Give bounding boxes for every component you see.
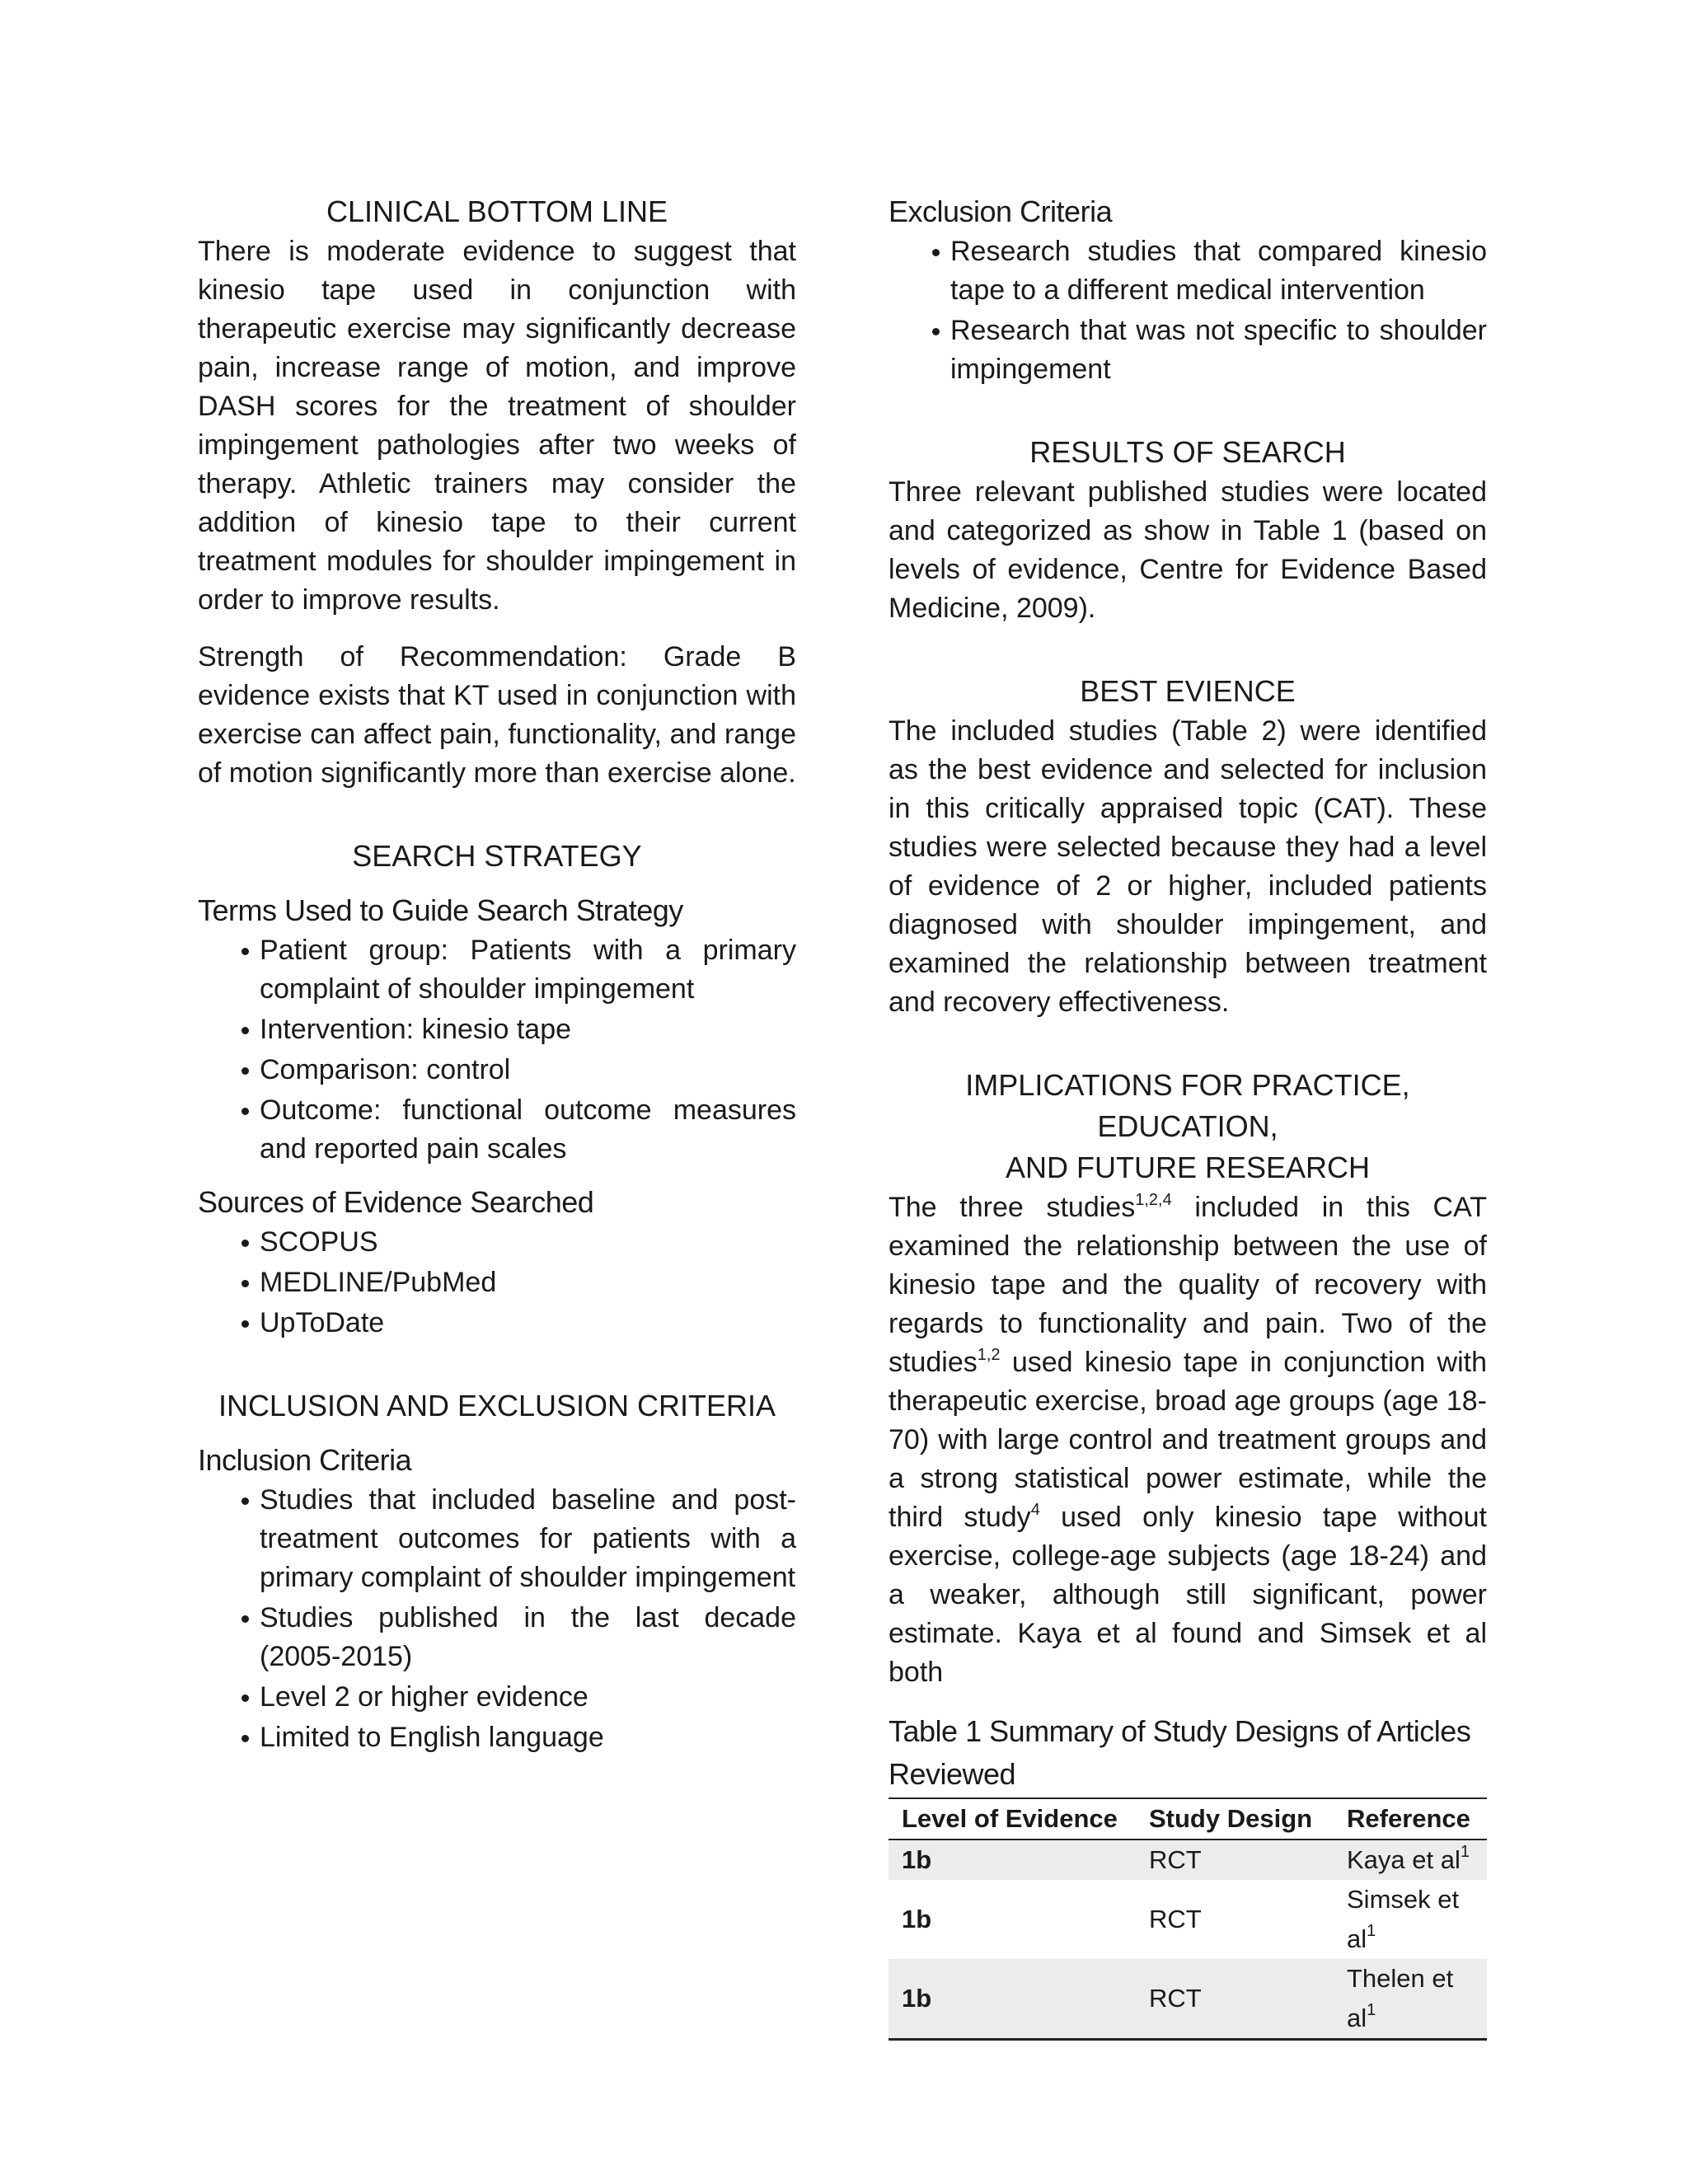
list-item: Comparison: control: [260, 1051, 796, 1090]
list-item: Studies published in the last decade (2005-2015): [260, 1599, 796, 1676]
table-cell: Kaya et $al^1$: [1334, 1840, 1487, 1880]
list-item: Intervention: kinesio tape: [260, 1010, 796, 1049]
list-item: UpToDate: [260, 1304, 796, 1343]
best-evidence-text: The included studies (Table 2) were identified as the best evidence and selected for inclusion in this critically appraised topic (CAT). These studies were selected because they had a level of evidence of 2 or higher, included patients diagnosed with shoulder impingement, and examined the relationship between treatment and recovery effectiveness.: [889, 715, 1487, 1018]
study-design-table: [889, 1797, 1487, 2041]
table-row: [889, 1959, 1487, 2040]
table-cell: RCT: [1136, 1840, 1334, 1880]
implications-heading: [889, 1065, 1487, 1188]
implications-heading-line-2: AND FUTURE RESEARCH: [1005, 1151, 1371, 1184]
table-header-row: [889, 1798, 1487, 1840]
column-header: Reference: [1334, 1798, 1487, 1840]
citation-superscript: 1,2,4: [1135, 1191, 1172, 1209]
exclusion-list: [889, 232, 1487, 389]
sources-heading: Sources of Evidence Searched: [198, 1185, 594, 1219]
table-cell: Thelen et $al^1$: [1334, 1959, 1487, 2040]
list-item: Limited to English language: [260, 1718, 796, 1757]
list-item: Research that was not specific to shoulder impingement: [950, 312, 1487, 389]
column-header: Study Design: [1136, 1798, 1334, 1840]
inclusion-exclusion-heading: INCLUSION AND EXCLUSION CRITERIA: [218, 1389, 776, 1422]
list-item: Research studies that compared kinesio tape to a different medical intervention: [950, 232, 1487, 310]
citation-superscript: 1,2: [977, 1346, 1001, 1364]
table-caption: Table 1 Summary of Study Designs of Articles Reviewed: [889, 1714, 1471, 1791]
table-row: [889, 1880, 1487, 1959]
implications-text: The three studies$^{1,2,4}$ included in this CAT examined the relationship between the use of kinesio tape and the quality of recovery with regards to functionality and pain. Two of the studies$^{1,2}$ used kinesio tape in conjunction with therapeutic exercise, broad age groups (age 18-70) with large control and treatment groups and a strong statistical power estimate, while the third study$^4$ used only kinesio tape without exercise, college-age subjects (age 18-24) and a weaker, although still significant, power estimate. Kaya et al found and Simsek et al both: [889, 1191, 1488, 1688]
best-evidence-heading: BEST EVIENCE: [1080, 674, 1296, 708]
terms-list: [198, 931, 796, 1169]
table-row: [889, 1840, 1487, 1880]
table-cell: RCT: [1136, 1959, 1334, 2040]
exclusion-criteria-heading: Exclusion Criteria: [889, 194, 1113, 228]
inclusion-criteria-heading: Inclusion Criteria: [198, 1443, 412, 1477]
table-cell: 1b: [889, 1959, 1136, 2040]
clinical-bottom-line-text: There is moderate evidence to suggest that kinesio tape used in conjunction with therapeutic exercise may significantly decrease pain, increase range of motion, and improve DASH scores for the treatment of shoulder impingement pathologies after two weeks of therapy. Athletic trainers may consider the addition of kinesio tape to their current treatment modules for shoulder impingement in order to improve results.: [198, 236, 796, 616]
left-column: [198, 191, 796, 1759]
strength-of-recommendation-text: Strength of Recommendation: Grade B evidence exists that KT used in conjunction with exercise can affect pain, functionality, and range of motion significantly more than exercise alone.: [198, 641, 796, 789]
column-header: Level of Evidence: [889, 1798, 1136, 1840]
table-cell: 1b: [902, 1905, 932, 1933]
terms-heading: Terms Used to Guide Search Strategy: [198, 893, 683, 927]
right-column: [889, 191, 1487, 2041]
search-strategy-heading: SEARCH STRATEGY: [352, 839, 642, 873]
table-cell: RCT: [1149, 1905, 1202, 1933]
sources-list: [198, 1223, 796, 1343]
implications-heading-line-1: IMPLICATIONS FOR PRACTICE, EDUCATION,: [965, 1068, 1410, 1143]
results-of-search-heading: RESULTS OF SEARCH: [1029, 435, 1346, 469]
list-item: Patient group: Patients with a primary complaint of shoulder impingement: [260, 931, 796, 1009]
inclusion-list: [198, 1481, 796, 1757]
list-item: Level 2 or higher evidence: [260, 1678, 796, 1717]
list-item: Outcome: functional outcome measures and reported pain scales: [260, 1091, 796, 1169]
table-cell: 1b: [889, 1840, 1136, 1880]
table-cell: Simsek et $al^1$: [1347, 1885, 1460, 1953]
citation-superscript: 4: [1030, 1501, 1040, 1519]
list-item: Studies that included baseline and post-treatment outcomes for patients with a primary complaint of shoulder impingement: [260, 1481, 796, 1597]
clinical-bottom-line-heading: CLINICAL BOTTOM LINE: [326, 194, 668, 228]
list-item: SCOPUS: [260, 1223, 796, 1262]
list-item: MEDLINE/PubMed: [260, 1263, 796, 1302]
results-of-search-text: Three relevant published studies were located and categorized as show in Table 1 (based on levels of evidence, Centre for Evidence Based Medicine, 2009).: [889, 476, 1487, 624]
